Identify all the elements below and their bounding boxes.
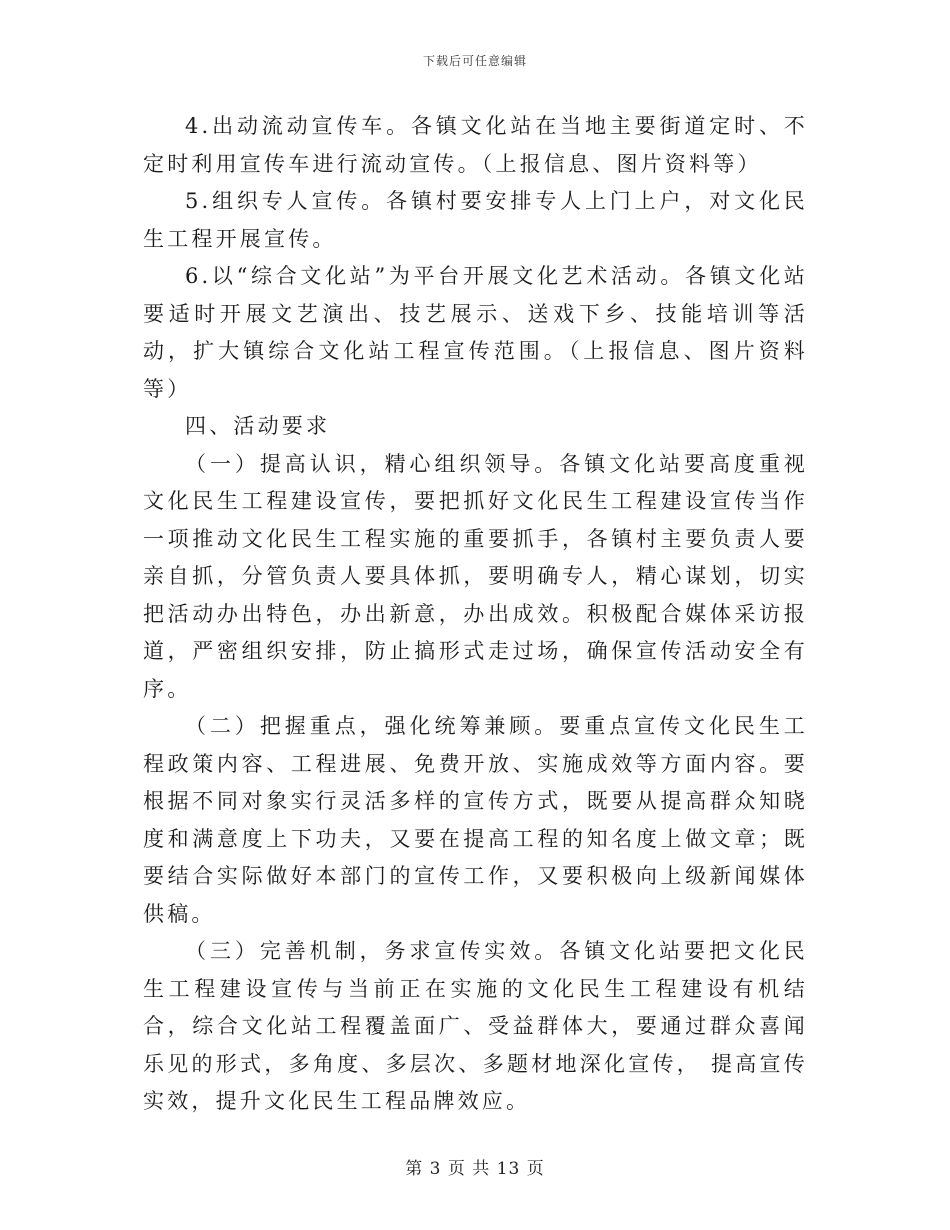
paragraph-requirement-1: （一）提高认识，精心组织领导。各镇文化站要高度重视文化民生工程建设宣传，要把抓好文化民生工程建设宣传当作一项推动文化民生工程实施的重要抓手，各镇村主要负责人要亲自抓，分管负责人要具体抓，要明确专人，精心谋划，切实把活动办出特色，办出新意，办出成效。积极配合媒体采访报道，严密组织安排，防止搞形式走过场，确保宣传活动安全有序。 xyxy=(143,451,808,701)
section-heading-requirements: 四、活动要求 xyxy=(185,414,331,438)
page-header: 下载后可任意编辑 xyxy=(422,54,527,68)
document-body xyxy=(143,108,808,1121)
paragraph-requirement-3: （三）完善机制，务求宣传实效。各镇文化站要把文化民生工程建设宣传与当前正在实施的文化民生工程建设有机结合，综合文化站工程覆盖面广、受益群体大，要通过群众喜闻乐见的形式，多角度、多层次、多题材地深化宣传， 提高宣传实效，提升文化民生工程品牌效应。 xyxy=(143,939,808,1113)
paragraph-requirement-2: （二）把握重点，强化统筹兼顾。要重点宣传文化民生工程政策内容、工程进展、免费开放、实施成效等方面内容。要根据不同对象实行灵活多样的宣传方式，既要从提高群众知晓度和满意度上下功夫，又要在提高工程的知名度上做文章；既要结合实际做好本部门的宣传工作，又要积极向上级新闻媒体供稿。 xyxy=(143,714,808,926)
paragraph-item-6: 6.以“综合文化站”为平台开展文化艺术活动。各镇文化站要适时开展文艺演出、技艺展示、送戏下乡、技能培训等活动，扩大镇综合文化站工程宣传范围。（上报信息、图片资料等） xyxy=(143,264,808,401)
paragraph-item-4: 4.出动流动宣传车。各镇文化站在当地主要街道定时、不定时利用宣传车进行流动宣传。（上报信息、图片资料等） xyxy=(143,114,808,176)
paragraph-item-5: 5.组织专人宣传。各镇村要安排专人上门上户，对文化民生工程开展宣传。 xyxy=(143,189,808,251)
page-number-footer: 第 3 页 共 13 页 xyxy=(405,1159,545,1179)
